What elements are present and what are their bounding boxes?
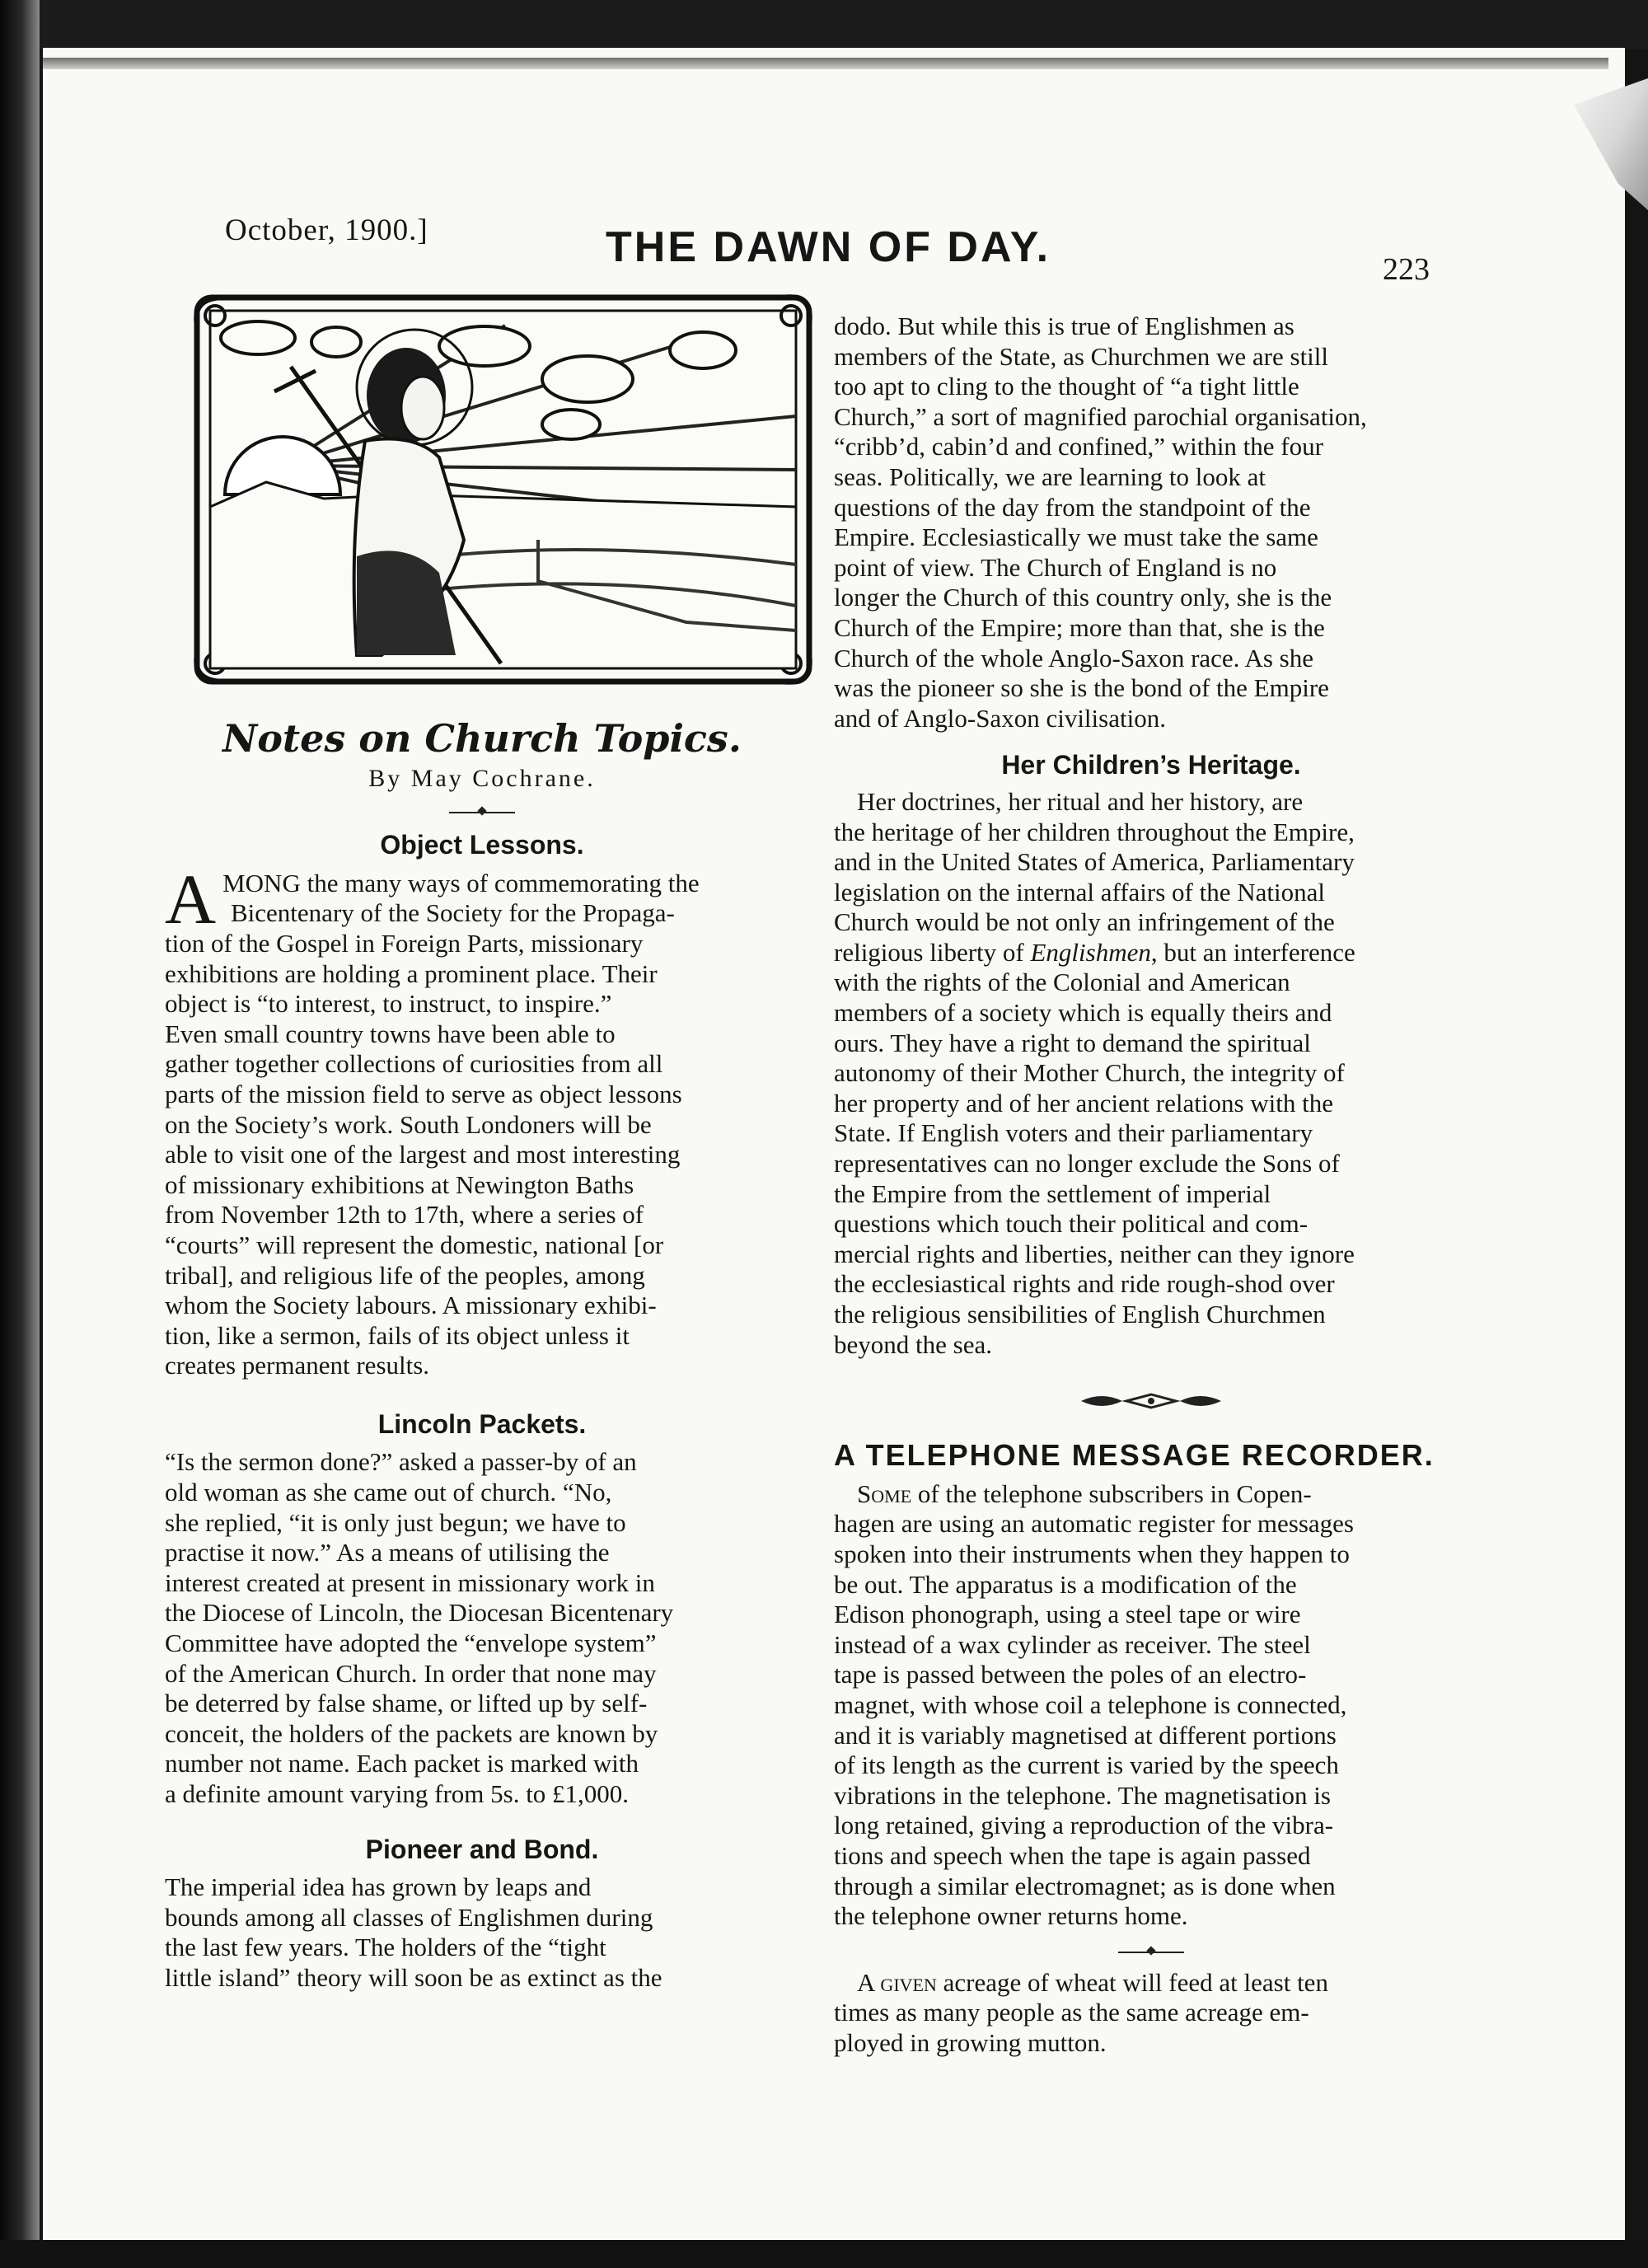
text-line: the Diocese of Lincoln, the Diocesan Bicentenary [165,1598,674,1628]
text-line: Bicentenary of the Society for the Propaga- [231,898,675,928]
text-line: creates permanent results. [165,1351,430,1380]
text-line: tion, like a sermon, fails of its object unless it [165,1320,630,1350]
text-line: Committee have adopted the “envelope system” [165,1628,657,1658]
text-line: from November 12th to 17th, where a series of [165,1200,644,1230]
text-line: interest created at present in missionary work in [165,1567,655,1597]
text-line: magnet, with whose coil a telephone is connected, [834,1689,1347,1719]
text-line: gather together collections of curiosities from all [165,1049,663,1079]
text-line: Church would be not only an infringement of the [834,907,1335,937]
text-line: “courts” will represent the domestic, national [or [165,1230,664,1259]
text-line [834,1968,1468,1999]
text-line [834,938,1468,968]
text-line: tape is passed between the poles of an electro- [834,1660,1307,1689]
text-line: vibrations in the telephone. The magnetisation is [834,1780,1331,1810]
text-line: number not name. Each packet is marked with [165,1749,639,1778]
text-line: questions which touch their political and com- [834,1209,1309,1239]
text-line: parts of the mission field to serve as object lessons [165,1079,682,1108]
scan-background-bottom [0,2240,1648,2268]
text-span: , but an interference [1150,937,1355,967]
text-line: representatives can no longer exclude the Sons of [834,1149,1340,1179]
text-line: times as many people as the same acreage em- [834,1998,1309,2027]
text-line: bounds among all classes of Englishmen during [165,1902,653,1932]
text-line: able to visit one of the largest and most interesting [165,1140,681,1169]
small-caps-opening: A given [857,1967,937,1997]
pioneer-continuation-body [834,312,1468,733]
section-heading-object-lessons: Object Lessons. [380,830,584,860]
text-line: hagen are using an automatic register for messages [834,1509,1354,1539]
text-line: the Empire from the settlement of imperial [834,1179,1271,1208]
text-line: long retained, giving a reproduction of the vibra- [834,1811,1334,1840]
text-line [834,1479,1468,1510]
pioneer-and-bond-body [165,1872,799,1993]
text-line: ployed in growing mutton. [834,2027,1107,2057]
text-line: members of the State, as Churchmen we are still [834,341,1329,371]
telephone-article-title: A TELEPHONE MESSAGE RECORDER. [834,1438,1435,1473]
text-line: practise it now.” As a means of utilising the [165,1538,610,1567]
text-line: the religious sensibilities of English Churchmen [834,1300,1326,1328]
text-line: she replied, “it is only just begun; we have to [165,1507,626,1537]
wheat-note-body [834,1968,1468,2059]
byline: By May Cochrane. [368,764,596,792]
text-line: Church of the whole Anglo-Saxon race. As she [834,643,1313,672]
text-line: with the rights of the Colonial and American [834,968,1290,997]
object-lessons-body [165,859,799,1381]
text-line: conceit, the holders of the packets are known by [165,1718,658,1748]
text-line: of the American Church. In order that none may [165,1658,657,1688]
book-binding-edge [0,0,40,2268]
text-line: “cribb’d, cabin’d and confined,” within the four [834,432,1323,462]
text-line: her property and of her ancient relations with the [834,1088,1333,1118]
text-line: the last few years. The holders of the “tight [165,1933,606,1962]
ornamental-divider-icon [1077,1391,1225,1411]
drop-cap: A [165,859,217,939]
text-span: of the telephone subscribers in Copen- [911,1478,1312,1508]
text-line: on the Society’s work. South Londoners will be [165,1109,652,1139]
text-line: tions and speech when the tape is again passed [834,1840,1311,1870]
text-line: Edison phonograph, using a steel tape or wire [834,1600,1301,1629]
left-column [165,716,799,1994]
text-line: Church,” a sort of magnified parochial organisation, [834,401,1367,431]
childrens-heritage-body [834,787,1468,1360]
text-line: ours. They have a right to demand the spiritual [834,1028,1311,1057]
ornament-rule [449,812,515,813]
text-span: acreage of wheat will feed at least ten [936,1967,1328,1997]
section-heading-childrens-heritage: Her Children’s Heritage. [1001,750,1301,780]
text-line: autonomy of their Mother Church, the integrity of [834,1058,1345,1088]
text-line: dodo. But while this is true of Englishmen as [834,312,1295,340]
text-line: The imperial idea has grown by leaps and [165,1872,592,1902]
text-line: members of a society which is equally theirs and [834,998,1332,1028]
text-line: the ecclesiastical rights and ride rough-shod over [834,1269,1335,1299]
issue-date: October, 1900.] [225,213,428,247]
text-line: the telephone owner returns home. [834,1901,1188,1931]
scan-background-top [0,0,1648,49]
text-line: Church of the Empire; more than that, she is the [834,612,1325,642]
section-heading-pioneer-and-bond: Pioneer and Bond. [365,1834,599,1864]
text-line: a definite amount varying from 5s. to £1,000. [165,1779,630,1808]
text-line: of its length as the current is varied by the speech [834,1750,1339,1780]
text-line: Her doctrines, her ritual and her history, are [857,786,1304,816]
text-line: and of Anglo-Saxon civilisation. [834,703,1166,733]
text-line: and in the United States of America, Parliamentary [834,847,1355,877]
article-title: Notes on Church Topics. [222,716,742,761]
text-line: “Is the sermon done?” asked a passer-by of an [165,1447,637,1477]
text-line: exhibitions are holding a prominent place. Their [165,958,658,988]
emphasis-englishmen: Englishmen [1030,937,1151,967]
text-line: instead of a wax cylinder as receiver. The steel [834,1629,1311,1659]
text-line: seas. Politically, we are learning to look at [834,462,1266,491]
text-line: questions of the day from the standpoint of the [834,492,1311,522]
text-line: mercial rights and liberties, neither can they ignore [834,1239,1355,1268]
text-line: MONG the many ways of commemorating the [222,868,700,897]
praying-figure-sunrise-illustration [192,293,814,686]
text-line: old woman as she came out of church. “No, [165,1478,612,1507]
telephone-article-body [834,1479,1468,1932]
text-line: through a similar electromagnet; as is done when [834,1871,1336,1900]
text-line: of missionary exhibitions at Newington Baths [165,1169,634,1199]
text-line: legislation on the internal affairs of the National [834,877,1325,907]
page-number: 223 [1383,252,1430,287]
text-line: be deterred by false shame, or lifted up by self- [165,1689,648,1718]
text-line: State. If English voters and their parliamentary [834,1118,1313,1148]
text-line: beyond the sea. [834,1329,992,1359]
text-span: religious liberty of [834,937,1024,967]
text-line: Even small country towns have been able to [165,1019,616,1048]
ornament-rule [1118,1952,1184,1953]
text-line: tion of the Gospel in Foreign Parts, missionary [165,928,644,958]
text-line: too apt to cling to the thought of “a tight little [834,372,1299,401]
text-line: spoken into their instruments when they happen to [834,1539,1350,1568]
text-line: and it is variably magnetised at different portions [834,1720,1337,1750]
text-line: whom the Society labours. A missionary exhibi- [165,1291,657,1320]
text-line: was the pioneer so she is the bond of the Empire [834,673,1329,703]
section-heading-lincoln-packets: Lincoln Packets. [377,1408,587,1439]
right-column [834,312,1468,2058]
text-line: object is “to interest, to instruct, to inspire.” [165,989,612,1019]
text-line: little island” theory will soon be as extinct as the [165,1962,662,1992]
text-line: longer the Church of this country only, she is the [834,583,1332,612]
text-line: Empire. Ecclesiastically we must take the same [834,522,1318,552]
text-line: be out. The apparatus is a modification of the [834,1569,1297,1599]
text-line: the heritage of her children throughout the Empire, [834,817,1355,846]
previous-page-edge [43,58,1608,69]
lincoln-packets-body [165,1447,799,1809]
magazine-title: THE DAWN OF DAY. [606,223,1051,271]
small-caps-opening: Some [857,1478,912,1508]
text-line: point of view. The Church of England is no [834,552,1277,582]
text-line: tribal], and religious life of the peoples, among [165,1260,645,1290]
